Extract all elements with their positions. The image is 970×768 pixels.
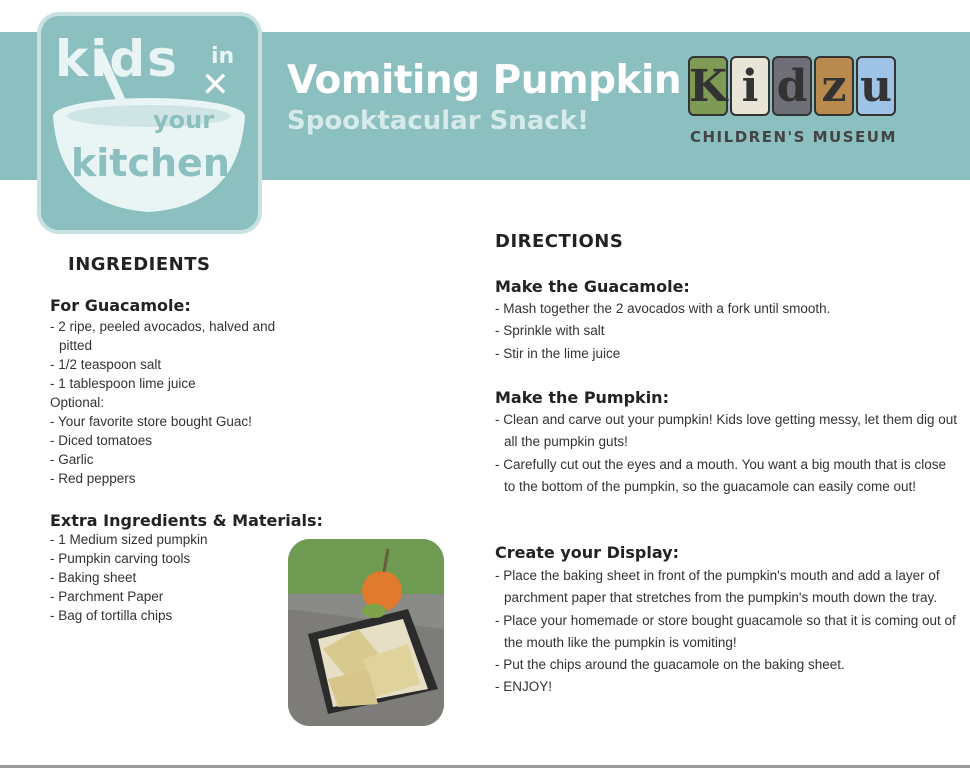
ingredients-heading: INGREDIENTS [68,254,211,275]
kidzu-museum-logo [688,56,928,152]
list-item: - Stir in the lime juice [495,345,621,361]
make-pumpkin-heading: Make the Pumpkin: [495,388,669,407]
list-item: - Carefully cut out the eyes and a mouth. You want a big mouth that is close to the bottom of the pumpkin, so the guacamole can easily come out! [495,456,947,494]
list-item: - Put the chips around the guacamole on the baking sheet. [495,657,845,673]
make-guacamole-steps [495,298,955,365]
pumpkin-snack-photo [288,539,444,726]
list-item: Optional: [50,395,105,410]
make-guacamole-heading: Make the Guacamole: [495,277,690,296]
list-item: - Clean and carve out your pumpkin! Kids love getting messy, let them dig out all the pumpkin guts! [495,412,957,450]
create-display-steps [495,565,957,699]
kidzu-letter-z: z [814,56,854,116]
list-item: - Bag of tortilla chips [50,608,173,623]
logo-kitchen-text: kitchen [71,141,230,185]
list-item: - Sprinkle with salt [495,323,605,339]
list-item: - Red peppers [50,471,136,486]
list-item: - Place your homemade or store bought guacamole so that it is coming out of the mouth like the pumpkin is vomiting! [495,612,956,650]
list-item: - 1/2 teaspoon salt [50,357,162,372]
x-mark-icon: ✕ [201,65,230,105]
museum-caption: CHILDREN'S MUSEUM [690,128,897,146]
guacamole-ingredients-heading: For Guacamole: [50,296,191,315]
list-item: - Diced tomatoes [50,433,153,448]
list-item: - 2 ripe, peeled avocados, halved and [50,319,276,334]
list-item: - 1 Medium sized pumpkin [50,532,208,547]
list-item: - Your favorite store bought Guac! [50,414,252,429]
kids-in-your-kitchen-logo [37,12,262,234]
make-pumpkin-steps [495,409,957,498]
list-item: pitted [59,338,93,353]
extra-ingredients-list [50,530,208,625]
page-title: Vomiting Pumpkin [287,58,682,103]
directions-heading: DIRECTIONS [495,231,624,252]
logo-your-text: your [153,106,215,134]
list-item: - Place the baking sheet in front of the pumpkin's mouth and add a layer of parchment paper that stretches from the pumpkin's mouth down the tray. [495,568,940,606]
kidzu-letter-i: i [730,56,770,116]
list-item: - ENJOY! [495,679,553,695]
create-display-heading: Create your Display: [495,543,679,562]
list-item: - 1 tablespoon lime juice [50,376,196,391]
kidzu-letter-k: K [688,56,728,116]
list-item: - Mash together the 2 avocados with a fork until smooth. [495,301,831,316]
kidzu-letter-u: u [856,56,896,116]
logo-in-text: in [211,44,235,69]
list-item: - Baking sheet [50,570,137,585]
list-item: - Garlic [50,452,94,467]
kidzu-letter-d: d [772,56,812,116]
logo-kids-text: kids [55,30,179,88]
list-item: - Parchment Paper [50,589,164,604]
extra-ingredients-heading: Extra Ingredients & Materials: [50,511,323,530]
guacamole-ingredients-list [50,317,275,488]
list-item: - Pumpkin carving tools [50,551,191,566]
page-subtitle: Spooktacular Snack! [287,106,589,136]
